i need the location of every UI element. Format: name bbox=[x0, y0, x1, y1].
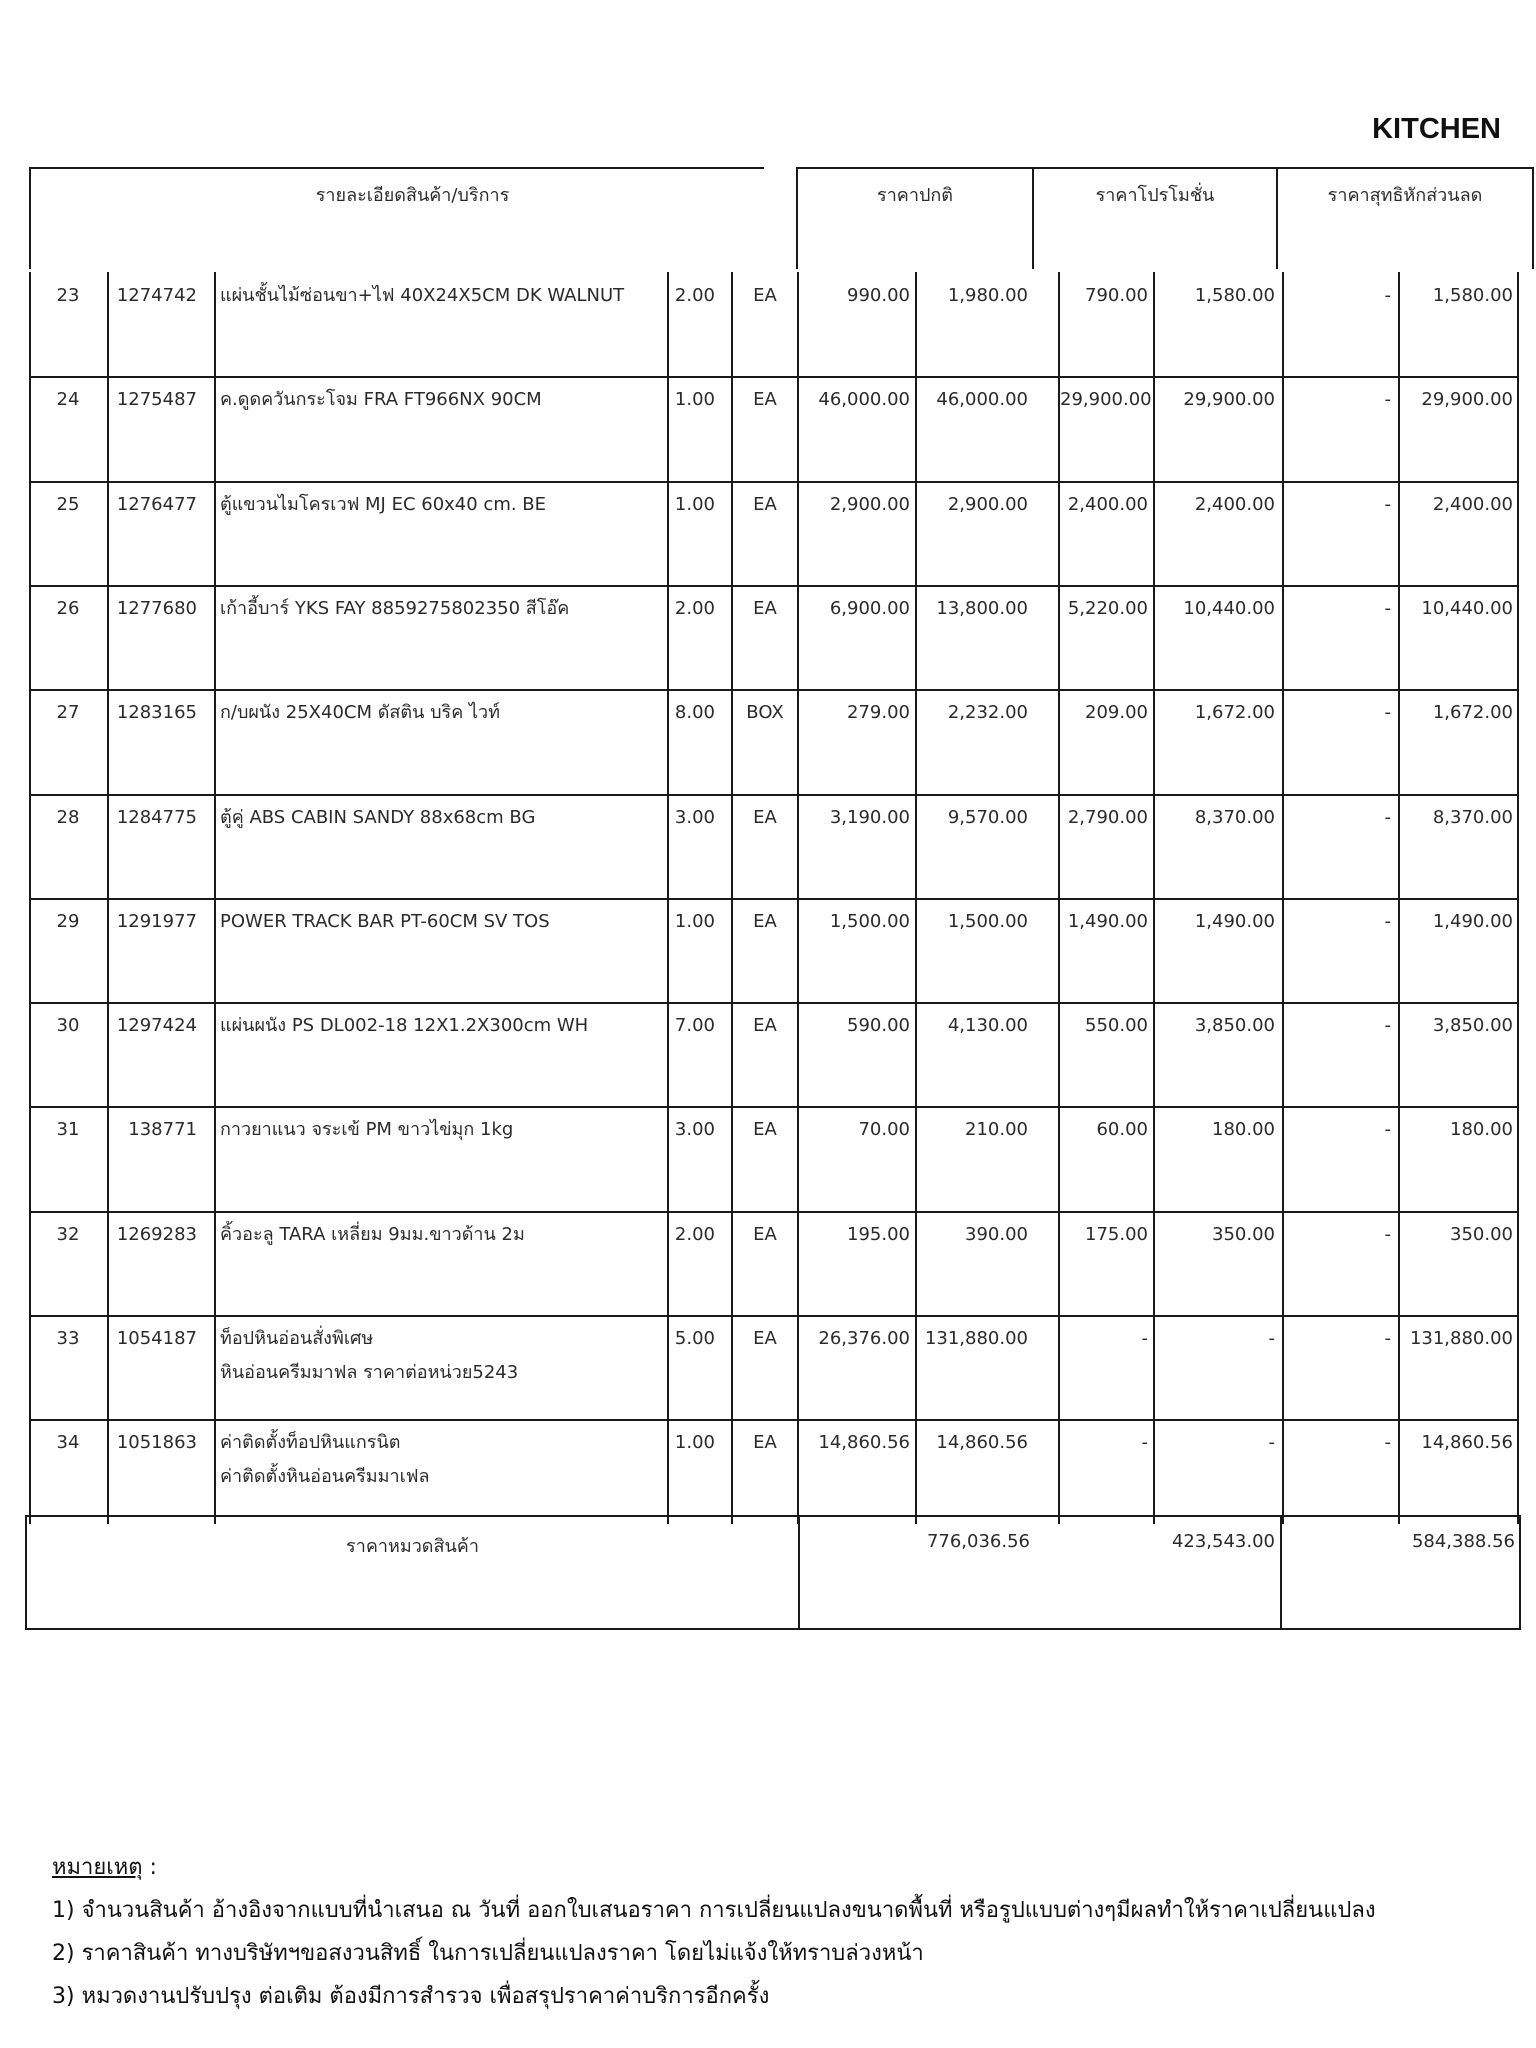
item-qty: 5.00 bbox=[674, 1328, 715, 1349]
item-promo-price: 60.00 bbox=[1096, 1119, 1148, 1140]
item-promo-price: - bbox=[1141, 1432, 1148, 1453]
grid-line bbox=[29, 1002, 1519, 1004]
item-no: 28 bbox=[56, 807, 80, 828]
item-promo-total: 8,370.00 bbox=[1194, 807, 1275, 828]
item-qty: 3.00 bbox=[674, 807, 715, 828]
item-code: 1284775 bbox=[116, 807, 197, 828]
item-promo-price: 209.00 bbox=[1085, 702, 1148, 723]
item-unit: EA bbox=[753, 807, 777, 828]
item-net-total: 3,850.00 bbox=[1432, 1015, 1513, 1036]
item-discount: - bbox=[1384, 494, 1391, 515]
item-description: แผ่นผนัง PS DL002-18 12X1.2X300cm WH bbox=[220, 1015, 589, 1036]
item-code: 1283165 bbox=[116, 702, 197, 723]
item-regular-total: 9,570.00 bbox=[947, 807, 1028, 828]
item-regular-price: 279.00 bbox=[847, 702, 910, 723]
item-unit: EA bbox=[753, 1224, 777, 1245]
notes-section bbox=[52, 1846, 1376, 2018]
notes-title-colon: : bbox=[142, 1855, 157, 1880]
item-regular-price: 590.00 bbox=[847, 1015, 910, 1036]
item-qty: 8.00 bbox=[674, 702, 715, 723]
item-qty: 7.00 bbox=[674, 1015, 715, 1036]
item-qty: 3.00 bbox=[674, 1119, 715, 1140]
item-net-total: 1,490.00 bbox=[1432, 911, 1513, 932]
item-promo-total: 1,672.00 bbox=[1194, 702, 1275, 723]
item-regular-total: 14,860.56 bbox=[936, 1432, 1028, 1453]
item-no: 31 bbox=[56, 1119, 80, 1140]
grid-line bbox=[29, 898, 1519, 900]
item-unit: EA bbox=[753, 1328, 777, 1349]
note-line: 3) หมวดงานปรับปรุง ต่อเติม ต้องมีการสำรวจ เพื่อสรุปราคาค่าบริการอีกครั้ง bbox=[52, 1984, 770, 2009]
item-regular-total: 131,880.00 bbox=[924, 1328, 1028, 1349]
item-unit: BOX bbox=[746, 702, 784, 723]
item-unit: EA bbox=[753, 1015, 777, 1036]
item-net-total: 8,370.00 bbox=[1432, 807, 1513, 828]
item-promo-price: 175.00 bbox=[1085, 1224, 1148, 1245]
item-promo-total: - bbox=[1268, 1328, 1275, 1349]
item-discount: - bbox=[1384, 598, 1391, 619]
item-promo-total: 3,850.00 bbox=[1194, 1015, 1275, 1036]
grid-line bbox=[29, 481, 1519, 483]
item-regular-total: 13,800.00 bbox=[936, 598, 1028, 619]
item-code: 1051863 bbox=[116, 1432, 197, 1453]
item-description: ค่าติดตั้งท็อปหินแกรนิต bbox=[220, 1432, 401, 1453]
item-discount: - bbox=[1384, 1119, 1391, 1140]
item-unit: EA bbox=[753, 911, 777, 932]
item-regular-price: 1,500.00 bbox=[829, 911, 910, 932]
item-promo-total: 10,440.00 bbox=[1183, 598, 1275, 619]
item-description: ก/บผนัง 25X40CM ดัสติน บริค ไวท์ bbox=[220, 702, 500, 723]
item-description: กาวยาแนว จระเข้ PM ขาวไข่มุก 1kg bbox=[220, 1119, 514, 1140]
item-unit: EA bbox=[753, 1432, 777, 1453]
grid-line bbox=[29, 1106, 1519, 1108]
item-promo-price: 5,220.00 bbox=[1067, 598, 1148, 619]
grid-line bbox=[29, 1211, 1519, 1213]
item-no: 29 bbox=[56, 911, 80, 932]
item-discount: - bbox=[1384, 1015, 1391, 1036]
item-discount: - bbox=[1384, 389, 1391, 410]
item-regular-price: 3,190.00 bbox=[829, 807, 910, 828]
item-description: ตู้คู่ ABS CABIN SANDY 88x68cm BG bbox=[220, 807, 536, 828]
item-no: 32 bbox=[56, 1224, 80, 1245]
grid-line bbox=[29, 794, 1519, 796]
item-description: ค.ดูดควันกระโจม FRA FT966NX 90CM bbox=[220, 389, 542, 410]
grid-line bbox=[29, 585, 1519, 587]
item-net-total: 180.00 bbox=[1450, 1119, 1513, 1140]
item-code: 1274742 bbox=[116, 285, 197, 306]
item-code: 1277680 bbox=[116, 598, 197, 619]
item-net-total: 10,440.00 bbox=[1421, 598, 1513, 619]
item-regular-price: 46,000.00 bbox=[818, 389, 910, 410]
item-discount: - bbox=[1384, 807, 1391, 828]
page-title: KITCHEN bbox=[1372, 113, 1501, 145]
item-regular-price: 26,376.00 bbox=[818, 1328, 910, 1349]
item-promo-price: 1,490.00 bbox=[1067, 911, 1148, 932]
item-net-total: 29,900.00 bbox=[1421, 389, 1513, 410]
header-regular-price: ราคาปกติ bbox=[877, 185, 953, 206]
item-net-total: 131,880.00 bbox=[1409, 1328, 1513, 1349]
totals-promo: 423,543.00 bbox=[1171, 1531, 1275, 1552]
item-description: POWER TRACK BAR PT-60CM SV TOS bbox=[220, 911, 550, 932]
item-discount: - bbox=[1384, 1432, 1391, 1453]
item-promo-total: 180.00 bbox=[1212, 1119, 1275, 1140]
item-regular-price: 990.00 bbox=[847, 285, 910, 306]
item-no: 26 bbox=[56, 598, 80, 619]
totals-label: ราคาหมวดสินค้า bbox=[346, 1536, 479, 1557]
item-regular-price: 70.00 bbox=[858, 1119, 910, 1140]
item-qty: 1.00 bbox=[674, 911, 715, 932]
item-no: 24 bbox=[56, 389, 80, 410]
item-code: 1054187 bbox=[116, 1328, 197, 1349]
item-promo-price: 2,400.00 bbox=[1067, 494, 1148, 515]
totals-net: 584,388.56 bbox=[1411, 1531, 1515, 1552]
item-no: 23 bbox=[56, 285, 80, 306]
item-unit: EA bbox=[753, 494, 777, 515]
item-promo-price: - bbox=[1141, 1328, 1148, 1349]
item-discount: - bbox=[1384, 911, 1391, 932]
item-discount: - bbox=[1384, 1224, 1391, 1245]
item-qty: 1.00 bbox=[674, 1432, 715, 1453]
item-qty: 1.00 bbox=[674, 389, 715, 410]
item-regular-price: 6,900.00 bbox=[829, 598, 910, 619]
notes-title: หมายเหตุ bbox=[52, 1855, 143, 1880]
item-regular-total: 2,900.00 bbox=[947, 494, 1028, 515]
item-regular-price: 195.00 bbox=[847, 1224, 910, 1245]
item-no: 25 bbox=[56, 494, 80, 515]
item-unit: EA bbox=[753, 389, 777, 410]
item-promo-price: 2,790.00 bbox=[1067, 807, 1148, 828]
item-qty: 2.00 bbox=[674, 285, 715, 306]
grid-line bbox=[29, 689, 1519, 691]
item-regular-price: 14,860.56 bbox=[818, 1432, 910, 1453]
item-promo-total: 350.00 bbox=[1212, 1224, 1275, 1245]
item-discount: - bbox=[1384, 702, 1391, 723]
item-qty: 2.00 bbox=[674, 1224, 715, 1245]
item-description: ค่าติดตั้งหินอ่อนครีมมาเฟล bbox=[220, 1466, 430, 1487]
item-regular-price: 2,900.00 bbox=[829, 494, 910, 515]
header-detail: รายละเอียดสินค้า/บริการ bbox=[315, 185, 510, 206]
item-promo-price: 790.00 bbox=[1085, 285, 1148, 306]
grid-line bbox=[29, 1315, 1519, 1317]
item-discount: - bbox=[1384, 285, 1391, 306]
item-description: ท็อปหินอ่อนสั่งพิเศษ bbox=[220, 1328, 374, 1349]
item-promo-total: 1,580.00 bbox=[1194, 285, 1275, 306]
item-regular-total: 210.00 bbox=[965, 1119, 1028, 1140]
item-no: 30 bbox=[56, 1015, 80, 1036]
item-description: หินอ่อนครีมมาฟล ราคาต่อหน่วย5243 bbox=[220, 1362, 519, 1383]
item-no: 34 bbox=[56, 1432, 80, 1453]
notes-title-line bbox=[52, 1846, 1376, 1889]
header-net-price: ราคาสุทธิหักส่วนลด bbox=[1327, 185, 1483, 206]
item-net-total: 14,860.56 bbox=[1421, 1432, 1513, 1453]
item-net-total: 1,580.00 bbox=[1432, 285, 1513, 306]
item-no: 33 bbox=[56, 1328, 80, 1349]
item-discount: - bbox=[1384, 1328, 1391, 1349]
totals-regular: 776,036.56 bbox=[926, 1531, 1030, 1552]
item-regular-total: 390.00 bbox=[965, 1224, 1028, 1245]
grid-line bbox=[29, 376, 1519, 378]
item-description: เก้าอี้บาร์ YKS FAY 8859275802350 สีโอ๊ค bbox=[220, 598, 570, 619]
item-code: 1276477 bbox=[116, 494, 197, 515]
item-promo-price: 550.00 bbox=[1085, 1015, 1148, 1036]
item-code: 1275487 bbox=[116, 389, 197, 410]
grid-line bbox=[29, 1419, 1519, 1421]
item-regular-total: 4,130.00 bbox=[947, 1015, 1028, 1036]
item-regular-total: 2,232.00 bbox=[947, 702, 1028, 723]
item-code: 138771 bbox=[128, 1119, 197, 1140]
item-code: 1269283 bbox=[116, 1224, 197, 1245]
item-promo-total: 1,490.00 bbox=[1194, 911, 1275, 932]
item-promo-price: 29,900.00 bbox=[1060, 389, 1152, 410]
header-promo-price: ราคาโปรโมชั่น bbox=[1095, 185, 1215, 206]
item-code: 1291977 bbox=[116, 911, 197, 932]
item-promo-total: 29,900.00 bbox=[1183, 389, 1275, 410]
item-code: 1297424 bbox=[116, 1015, 197, 1036]
item-net-total: 2,400.00 bbox=[1432, 494, 1513, 515]
item-qty: 1.00 bbox=[674, 494, 715, 515]
item-regular-total: 46,000.00 bbox=[936, 389, 1028, 410]
item-description: คิ้วอะลู TARA เหลี่ยม 9มม.ขาวด้าน 2ม bbox=[220, 1224, 525, 1245]
item-promo-total: - bbox=[1268, 1432, 1275, 1453]
item-promo-total: 2,400.00 bbox=[1194, 494, 1275, 515]
item-unit: EA bbox=[753, 598, 777, 619]
item-unit: EA bbox=[753, 285, 777, 306]
item-qty: 2.00 bbox=[674, 598, 715, 619]
item-net-total: 350.00 bbox=[1450, 1224, 1513, 1245]
item-description: ตู้แขวนไมโครเวฟ MJ EC 60x40 cm. BE bbox=[220, 494, 547, 515]
item-no: 27 bbox=[56, 702, 80, 723]
note-line: 1) จำนวนสินค้า อ้างอิงจากแบบที่นำเสนอ ณ วันที่ ออกใบเสนอราคา การเปลี่ยนแปลงขนาดพื้นที่ หรือรูปแบบต่างๆมีผลทำให้ราคาเปลี่ยนแปลง bbox=[52, 1898, 1376, 1923]
item-regular-total: 1,980.00 bbox=[947, 285, 1028, 306]
item-regular-total: 1,500.00 bbox=[947, 911, 1028, 932]
item-net-total: 1,672.00 bbox=[1432, 702, 1513, 723]
item-description: แผ่นชั้นไม้ซ่อนขา+ไฟ 40X24X5CM DK WALNUT bbox=[220, 285, 625, 306]
item-unit: EA bbox=[753, 1119, 777, 1140]
note-line: 2) ราคาสินค้า ทางบริษัทฯขอสงวนสิทธิ์ ในการเปลี่ยนแปลงราคา โดยไม่แจ้งให้ทราบล่วงหน้า bbox=[52, 1941, 924, 1966]
